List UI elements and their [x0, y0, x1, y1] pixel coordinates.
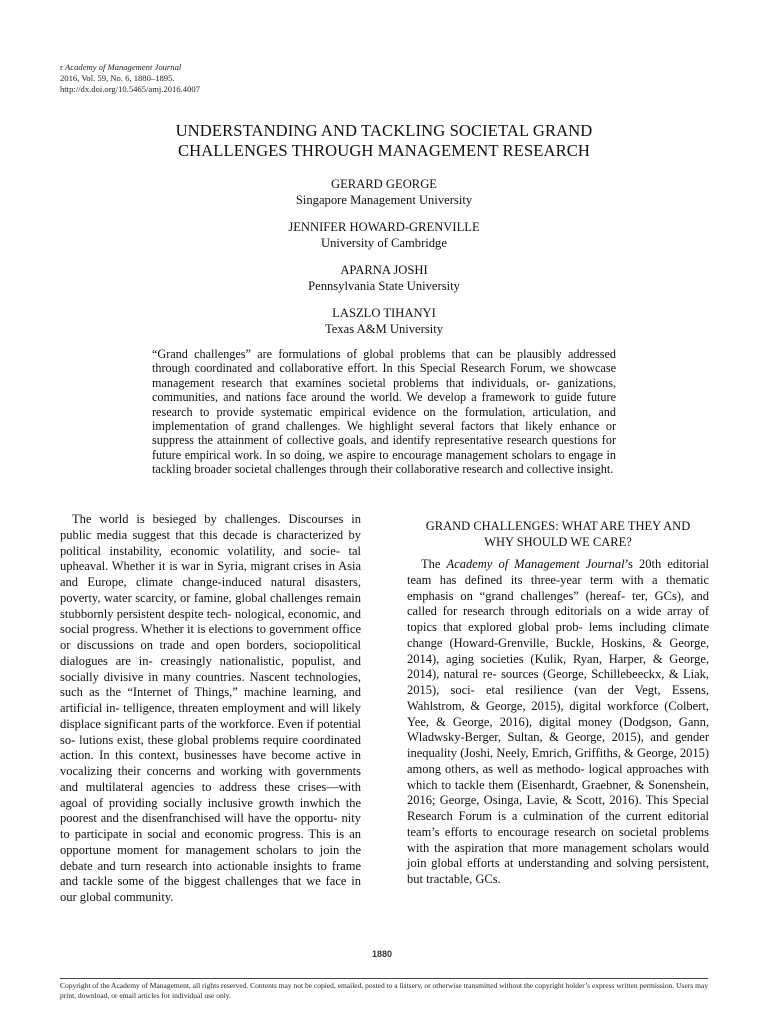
article-title: [80, 121, 688, 161]
author-block: [130, 262, 638, 294]
journal-volume: 2016, Vol. 59, No. 6, 1880–1895.: [60, 73, 175, 83]
journal-mark: r: [60, 62, 63, 72]
abstract: “Grand challenges” are formulations of global problems that can be plausibly addressed through coordinated and collaborative effort. In this Special Research Forum, we showcase management research that examines societal problems that individuals, or- ganizations, communities, and nations face around the world. We develop a framework to guide future research to provide systematic empirical evidence on the formulation, articulation, and implementation of grand challenges. We highlight several factors that likely enhance or suppress the attainment of collective goals, and identify representative research questions for future empirical work. In so doing, we aspire to encourage management scholars to engage in tackling broader societal challenges through their collaborative research and collective insight.: [152, 347, 616, 477]
journal-header: [60, 62, 200, 95]
para-lead: The: [421, 557, 447, 571]
page-number: 1880: [372, 949, 393, 959]
author-block: [130, 305, 638, 337]
journal-name-line: [60, 62, 200, 73]
journal-name: Academy of Management Journal: [65, 62, 182, 72]
para-body: ’s 20th editorial team has defined its three-year term with a thematic emphasis on “grand challenges” (hereaf- ter, GCs), and called for research through editorials on a wide array of topics that explored global prob- lems including climate change (Howard-Grenville, Buckle, Hoskins, & George, 2014), aging societies (Kulik, Ryan, Harper, & George, 2014), natural re- sources (George, Schillebeeckx, & Liak, 2015), soci- etal resilience (van der Vegt, Essens, Wahlstrom, & George, 2015), digital workforce (Colbert, Yee, & George, 2016), digital money (Dodgson, Gann, Wladwsky-Berger, Sultan, & George, 2015), and gender inequality (Joshi, Neely, Emrich, Griffiths, & George, 2015) among others, as well as methodo- logical approaches with which to tackle them (Eisenhardt, Graebner, & Sonenshein, 2016; George, Osinga, Lavie, & Scott, 2016). This Special Research Forum is a culmination of the current editorial team’s efforts to encourage research on societal problems with the aspiration that more management scholars would join global efforts at understanding and solving persistent, but tractable, GCs.: [407, 557, 709, 886]
author-block: [130, 219, 638, 251]
author-name: GERARD GEORGE: [331, 177, 437, 191]
journal-doi[interactable]: http://dx.doi.org/10.5465/amj.2016.4007: [60, 84, 200, 94]
author-affiliation: University of Cambridge: [321, 236, 447, 250]
author-name: LASZLO TIHANYI: [332, 306, 436, 320]
section-heading: [407, 518, 709, 550]
section-heading-line-1: GRAND CHALLENGES: WHAT ARE THEY AND: [425, 519, 691, 533]
copyright-notice: Copyright of the Academy of Management, all rights reserved. Contents may not be copied, emailed, posted to a listserv, or otherwise transmitted without the copyright holder’s express written permission. Users may print, download, or email articles for individual use only.: [60, 981, 708, 1000]
author-name: JENNIFER HOWARD-GRENVILLE: [288, 220, 480, 234]
journal-name-italic: Academy of Management Journal: [446, 557, 625, 571]
author-affiliation: Singapore Management University: [295, 193, 473, 207]
footer-divider: [60, 978, 708, 979]
title-line-1: UNDERSTANDING AND TACKLING SOCIETAL GRAND: [175, 121, 593, 140]
author-name: APARNA JOSHI: [340, 263, 428, 277]
title-line-2: CHALLENGES THROUGH MANAGEMENT RESEARCH: [177, 141, 591, 160]
intro-paragraph: The world is besieged by challenges. Discourses in public media suggest that this decade is characterized by political instability, economic volatility, and socie- tal upheaval. Whether it is war in Syria, migrant crises in Asia and Europe, climate change-induced natural disasters, poverty, water scarcity, or famine, global challenges remain stubbornly persistent despite tech- nological, economic, and social progress. Whether it is elections to government office or discussions on trade and open borders, sociopolitical dialogues are in- creasingly nationalistic, populist, and socially divisive in many countries. Nascent technologies, such as the “Internet of Things,” machine learning, and artificial in- telligence, threaten employment and will likely displace significant parts of the workforce. Even if potential so- lutions exist, these global problems require coordinated action. In this context, businesses have become active in vocalizing their concerns and working with governments and multilateral agencies to address these crises—with agoal of providing socially inclusive growth inwhich the poorest and the disenfranchised will have the opportu- nity to participate in social and economic progress. This is an opportune moment for management scholars to join the debate and turn research into actionable insights to frame and tackle some of the biggest challenges that we face in our global community.: [60, 512, 361, 904]
author-affiliation: Pennsylvania State University: [308, 279, 460, 293]
section-paragraph: [407, 557, 709, 888]
author-block: [130, 176, 638, 208]
author-affiliation: Texas A&M University: [324, 322, 444, 336]
author-list: [130, 176, 638, 348]
section-heading-line-2: WHY SHOULD WE CARE?: [484, 535, 632, 549]
